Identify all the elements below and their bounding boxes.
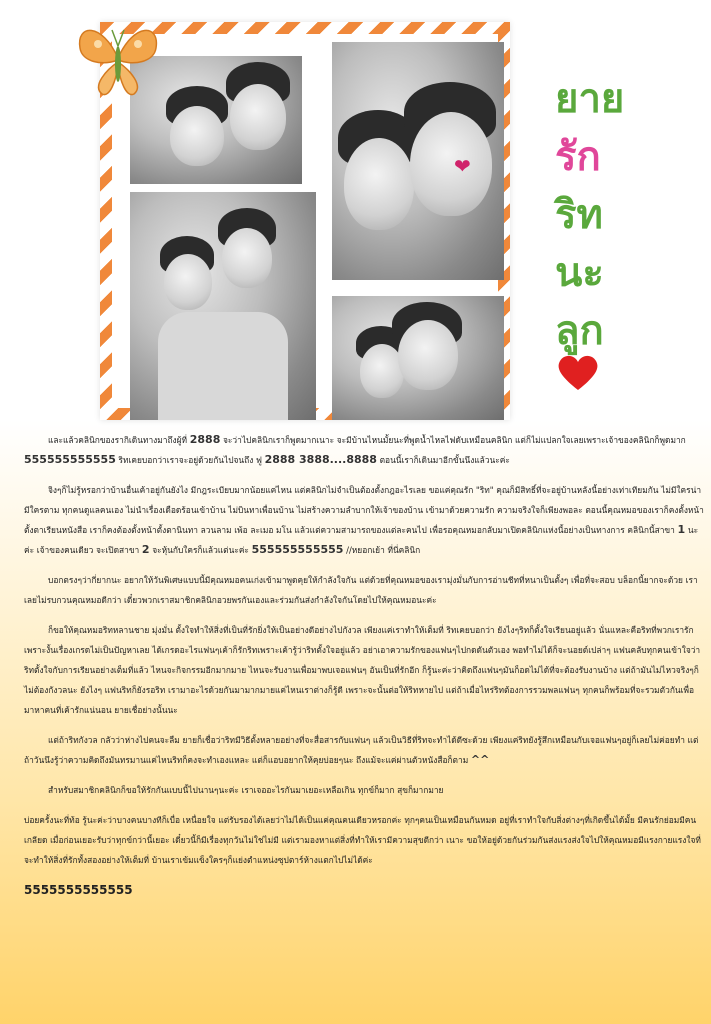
heart-icon <box>556 352 600 392</box>
photo-middle-left <box>130 192 316 420</box>
side-title-word-3: ริท <box>555 192 603 238</box>
photo-top-right-kiss <box>332 42 504 280</box>
paragraph-1-text-d: ตอนนี้เราก็เดินมาอีกขั้นนึงแล้วนะค่ะ <box>376 455 510 465</box>
paragraph-1 <box>24 430 704 470</box>
paragraph-5 <box>24 730 704 770</box>
kiss-mark-icon: ❤ <box>454 154 471 178</box>
paragraph-2-text-a: จิงๆก็ไม่รู้หรอกว่าบ้านอื่นเค้าอยู่กันยังไง มีกฎระเบียบมากน้อยแค่ไหน แต่คลินิกไม่จำเป็นต้องตั้งกฎอะไรเลย ขอแค่คุณรัก "ริท" คุณก็มีสิทธิ์ที่จะอยู่บ้านหลังนี้อย่างเท่าเทียมกัน ไม่มีใครน่ามีใครตาม ทุกคนดูแลคนเอง ไม่นำเรื่องเดือดร้อนเข้าบ้าน ไม่บินทาเพื่อนบ้าน ไม่สร้างความลำบากให้เจ้าของบ้าน เข้ามาด้วยความรัก ความจริงใจก็เพียงพอละ ตอนนี้คุณหมอของเราก็คงตั้งหน้าตั้งตาเรียนหนังสือ เราก็คงต้องตั้งหน้าตั้งตานินทา ลวนลาม เพ้อ ละเมอ มโน แล้วแต่ความสามารถของแต่ละคนไป เพื่อรอคุณหมอกลับมาเปิดคลินิกแห่งนี้อย่างเป็นทางการ คลินิกนี้สาขา <box>24 485 704 535</box>
message-body <box>24 430 704 900</box>
closing-laugh: 5555555555555 <box>24 883 133 897</box>
side-title-word-5: ลูก <box>555 308 604 354</box>
paragraph-1-number-2: 555555555555 <box>24 453 116 466</box>
side-title-word-1: ยาย <box>555 76 625 122</box>
paragraph-2-text-c: จะหุ้นกับใครก็แล้วแต่นะค่ะ <box>149 545 252 555</box>
paragraph-1-number-1: 2888 <box>189 433 221 446</box>
paragraph-3: บอกตรงๆว่ากี่ยากนะ อยากให้วันพิเศษแบบนี้มีคุณหมอคนเก่งเข้ามาพูดคุยให้กำลังใจกัน แต่ด้วยที่คุณหมอของเรามุ่งมั่นกับการอ่านชีทที่หนาเป็นตั้งๆ เพื่อที่จะสอบ บล็อกนี้ยากจะด้วย เราเลยไม่รบกวนคุณหมอดีกว่า เดี๋ยวพวกเราสมาชิกคลินิกอวยพรกันเองและร่วมกันส่งกำลังใจกันโดยไปให้คุณหมอนะค่ะ <box>24 575 698 605</box>
side-title-word-4: นะ <box>555 250 604 296</box>
side-title <box>555 70 635 360</box>
paragraph-1-number-3: 2888 3888....8888 <box>264 453 377 466</box>
paragraph-7: บ่อยครั้งนะที่ท้อ รู้นะค่ะว่าบางคนบางทีก็เบื่อ เหนื่อยใจ แต่รับรองได้เลยว่าไม่ได้เป็นแค่คุณคนเดียวหรอกค่ะ ทุกๆคนเป็นเหมือนกันหมด อยู่ที่เราทำใจกับสิ่งต่างๆที่เกิดขึ้นได้มั้ย มีคนรักย่อมมีคนเกลียด เมื่อก่อนเยอะรับว่าทุกข์กว่านี้เยอะ เดี๋ยวนี้ก็มีเรื่องทุกวันไม่ใช่ไม่มี แต่เรามองหาแต่สิ่งที่ทำให้เรามีความสุขดีกว่า เนาะ ขอให้อยู่ด้วยกันร่วมกันส่งแรงส่งใจไปให้คุณหมอมีแรงกายแรงใจที่จะทำให้สิ่งที่รักทั้งสองอย่างให้เต็มที่ บ้านเราเข้มแข็งใครๆก็แย่งตำแหน่งซุปตาร์ห้างแตกไปไม่ได้ค่ะ <box>24 815 701 865</box>
paragraph-1-text-b: จะว่าไปคลินิกเราก็พูดมากเนาะ จะมีบ้านไหนมั้ยนะที่พูดน้ำไหลไฟดับเหมือนคลินิก แต่ก็ไม่แปลกใจเลยเพราะเจ้าของคลินิกก็พูดมาก <box>220 435 686 445</box>
paragraph-2-text-b: นะค่ะ เจ้าของคนเดียว จะเปิดสาขา <box>24 525 699 555</box>
photo-bottom-right <box>332 296 504 420</box>
paragraph-2-text-d: //หยอกเย้า ที่นี่คลินิก <box>343 545 421 555</box>
paragraph-1-text-c: ริทเคยบอกว่าเราจะอยู่ด้วยกันไปจนถึง ฟู <box>115 455 265 465</box>
paragraph-1-text-a: และแล้วคลินิกของรากิเดินทางมาถึงผู้ที่ <box>48 435 190 445</box>
paragraph-4: ก็ขอให้คุณหมอริทหลานชาย มุ่งมั่น ตั้งใจทำให้สิ่งที่เป็นที่รักยิ่งให้เป็นอย่างดีอย่างไปกังวล เพียงแค่เราทำให้เต็มที่ ริทเคยบอกว่า ยังไงๆริทก็ตั้งใจเรียนอยู่แล้ว นั่นแหละคือริทที่พวกเรารัก เพราะงั้นเรื่องเกรดไม่เป็นปัญหาเลย ได้เกรดอะไรแฟนๆเค้าก็รักริทเพราะเค้ารู้ว่าริทตั้งใจอยู่แล้ว อย่าเอาความรักของแฟนๆไปกดดันตัวเอง พอทำไม่ได้ก็จะนอยด์เปล่าๆ แฟนคลับทุกคนเข้าใจว่าริทตั้งใจกับการเรียนอย่างเต็มที่แล้ว ไหนจะกิจกรรมอีกมากมาย ไหนจะรับงานเพื่อมาพบเจอแฟนๆ อันเป็นที่รักอีก ก็รู้นะค่ะว่าคิดถึงแฟนๆมันก็อดไม่ได้ที่จะต้องรับงานบ้าง แต่ถ้ามันไม่ไหวจริงๆก็ไม่ต้องกังวลนะ ยังไงๆ แฟนริทก็ยังรอริท เรามาอะไรด้วยกันมามากมายแค่ไหนเราต่างก็รู้ดี เพราะจะนั้นต่อให้ริทหายไป แต่ถ้าเมื่อไหร่ริทต้องการรวมพลแฟนๆ ทุกคนก็พร้อมที่จะรวมตัวกันเพื่อมาหาคนที่เค้ารักแน่นอน ยายเชื่อย่างนั้นนะ <box>24 625 701 715</box>
side-title-word-2: รัก <box>555 134 601 180</box>
paragraph-6: สำหรับสมาชิกคลินิกก็ขอให้รักกันแบบนี้ไปนานๆนะค่ะ เราเจออะไรกันมาเยอะเหลือเกิน ทุกข์ก็มาก สุขก็มากมาย <box>48 785 444 795</box>
paragraph-2-number-2: 2 <box>141 543 150 556</box>
butterfly-icon <box>72 14 164 104</box>
paragraph-5-text: แต่ถ้าริทกังวล กลัวว่าห่างไปคนจะลืม ยายก็เชื่อว่าริทมีวิธีตั้งหลายอย่างที่จะสื่อสารกับแฟนๆ แล้วเป็นวิธีที่ริทจะทำได้ดีซะด้วย เพียงแค่ริทยังรู้สึกเหมือนกับเจอแฟนๆอยู่ก็เลยไม่ค่อยทำ แต่ถ้าวันนึงรู้ว่าความคิดถึงมันทรมานแค่ไหนริทก็คงจะทำเองแหละ แต่ก็แอบอยากให้คุยบ่อยๆนะ ถึงแม้จะแค่ผ่านตัวหนังสือก็ตาม <box>24 735 699 765</box>
smile-emoticon: ^^ <box>470 753 490 766</box>
paragraph-2 <box>24 480 704 560</box>
paragraph-2-number-1: 1 <box>677 523 686 536</box>
paragraph-2-number-3: 555555555555 <box>251 543 344 556</box>
